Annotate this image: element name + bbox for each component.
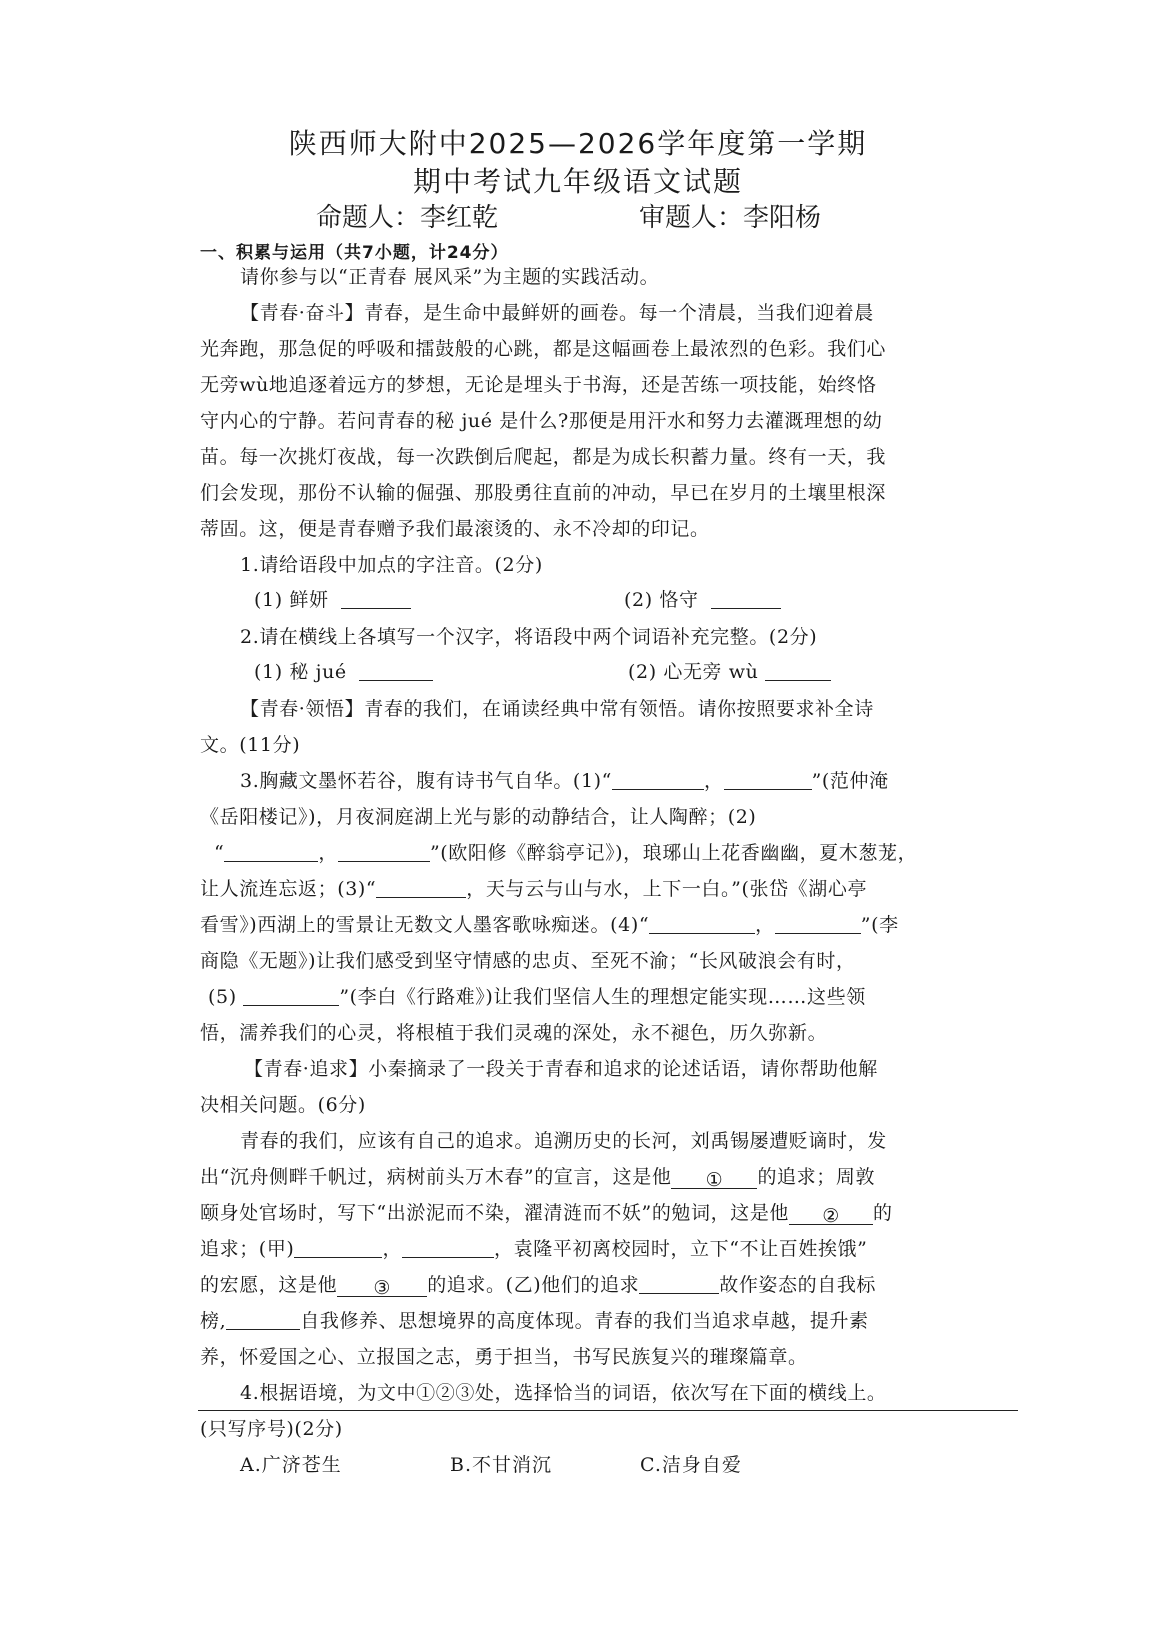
answer-blank[interactable] [711, 589, 781, 609]
text-run: (5) [208, 986, 237, 1008]
question-2-part-b [628, 657, 831, 684]
text-run: 榜, [200, 1310, 227, 1332]
question-3-line [200, 874, 867, 901]
question-label: (2) 恪守 [624, 589, 699, 611]
answer-blank-jia-1[interactable] [294, 1238, 382, 1258]
passage-line: 苗。每一次挑灯夜战，每一次跌倒后爬起，都是为成长积蓄力量。终有一天，我 [200, 446, 887, 468]
passage-line: 无旁wù地追逐着远方的梦想，无论是埋头于书海，还是苦练一项技能，始终恪 [200, 374, 877, 396]
question-3-line [200, 910, 899, 937]
answer-blank[interactable] [243, 986, 339, 1006]
text-run: ，天与云与山与水，上下一白。”(张岱《湖心亭 [466, 878, 868, 900]
section-intro: 请你参与以“正青春 展风采”为主题的实践活动。 [240, 266, 660, 288]
passage-line: 【青春·奋斗】青春，是生命中最鲜妍的画卷。每一个清晨，当我们迎着晨 [240, 302, 874, 324]
text-run: 的追求。(乙)他们的追求 [427, 1274, 640, 1296]
question-3-line [208, 982, 866, 1009]
answer-blank[interactable] [224, 842, 318, 862]
text-run: 3.胸藏文墨怀若谷，腹有诗书气自华。(1)“ [240, 770, 612, 792]
answer-blank[interactable] [649, 914, 755, 934]
text-run: 的宏愿，这是他 [200, 1274, 338, 1296]
text-run: ”(李 [860, 914, 899, 936]
passage-line: 【青春·追求】小秦摘录了一段关于青春和追求的论述话语，请你帮助他解 [244, 1058, 878, 1080]
blank-marker: ① [705, 1169, 724, 1191]
exam-title-line2: 期中考试九年级语文试题 [412, 165, 743, 198]
text-run: ， [755, 914, 775, 936]
answer-blank[interactable] [376, 878, 466, 898]
answer-blank-yi-2[interactable] [226, 1310, 300, 1330]
text-run: 颐身处官场时，写下“出淤泥而不染，濯清涟而不妖”的勉词，这是他 [200, 1202, 790, 1224]
text-run: 自我修养、思想境界的高度体现。青春的我们当追求卓越，提升素 [300, 1310, 869, 1332]
answer-blank[interactable] [775, 914, 861, 934]
text-run: 追求；(甲) [200, 1238, 295, 1260]
blank-marker: ③ [373, 1277, 392, 1299]
question-3-line: 悟，濡养我们的心灵，将根植于我们灵魂的深处，永不褪色，历久弥新。 [200, 1022, 828, 1044]
question-2-part-a [254, 657, 433, 684]
text-run: “ [214, 842, 225, 864]
text-run: 的追求；周敦 [757, 1166, 876, 1188]
text-run: 的 [873, 1202, 893, 1224]
option-c: C.洁身自爱 [640, 1454, 742, 1476]
question-1-part-a [254, 585, 411, 612]
question-label: (2) 心无旁 wù [628, 661, 759, 683]
option-b: B.不甘消沉 [450, 1454, 553, 1476]
answer-blank[interactable] [359, 661, 433, 681]
question-1-part-b [624, 585, 781, 612]
passage-line: 决相关问题。(6分) [200, 1094, 366, 1116]
answer-blank-2[interactable] [789, 1205, 873, 1225]
text-run: ”(李白《行路难》)让我们坚信人生的理想定能实现……这些领 [339, 986, 866, 1008]
question-2-stem: 2.请在横线上各填写一个汉字，将语段中两个词语补充完整。(2分) [240, 626, 818, 648]
answer-blank-1[interactable] [671, 1169, 757, 1189]
footer-divider [198, 1410, 1018, 1411]
passage-line [200, 1162, 875, 1189]
text-run: ， [703, 770, 724, 792]
passage-line: 们会发现，那份不认输的倔强、那股勇往直前的冲动，早已在岁月的土壤里根深 [200, 482, 887, 504]
text-run: 出“沉舟侧畔千帆过，病树前头万木春”的宣言，这是他 [200, 1166, 672, 1188]
exam-title-line1: 陕西师大附中2025—2026学年度第一学期 [288, 127, 868, 160]
passage-line: 文。(11分) [200, 734, 301, 756]
option-a: A.广济苍生 [240, 1454, 342, 1476]
question-3-line: 《岳阳楼记》)，月夜洞庭湖上光与影的动静结合，让人陶醉；(2) [200, 806, 757, 828]
text-run: 故作姿态的自我标 [719, 1274, 877, 1296]
answer-blank[interactable] [765, 661, 831, 681]
answer-blank-jia-2[interactable] [402, 1238, 494, 1258]
passage-line [200, 1234, 867, 1261]
answer-blank[interactable] [338, 842, 430, 862]
answer-blank-3[interactable] [337, 1277, 427, 1297]
passage-line [200, 1270, 876, 1297]
question-label: (1) 秘 jué [254, 661, 347, 683]
answer-blank[interactable] [612, 770, 704, 790]
text-run: 让人流连忘返；(3)“ [200, 878, 377, 900]
question-label: (1) 鲜妍 [254, 589, 329, 611]
text-run: ”(欧阳修《醉翁亭记》)，琅琊山上花香幽幽，夏木葱茏， [429, 842, 918, 864]
reviewer-name: 审题人：李阳杨 [639, 203, 822, 233]
passage-line [200, 1306, 869, 1333]
passage-line: 守内心的宁静。若问青春的秘 jué 是什么?那便是用汗水和努力去灌溉理想的幼 [200, 410, 883, 432]
text-run: 看雪》)西湖上的雪景让无数文人墨客歌咏痴迷。(4)“ [200, 914, 650, 936]
question-3-line [214, 838, 917, 865]
passage-line: 青春的我们，应该有自己的追求。追溯历史的长河，刘禹锡屡遭贬谪时，发 [240, 1130, 887, 1152]
blank-marker: ② [822, 1205, 840, 1227]
question-3-line: 商隐《无题》)让我们感受到坚守情感的忠贞、至死不渝；“长风破浪会有时， [200, 950, 856, 972]
text-run: ，袁隆平初离校园时，立下“不让百姓挨饿” [494, 1238, 868, 1260]
text-run: ， [382, 1238, 403, 1260]
text-run: ”(范仲淹 [811, 770, 889, 792]
section-heading: 一、积累与运用（共7小题，计24分） [200, 243, 509, 263]
answer-blank[interactable] [341, 589, 411, 609]
passage-line: 养，怀爱国之心、立报国之志，勇于担当，书写民族复兴的璀璨篇章。 [200, 1346, 808, 1368]
question-4-note: (只写序号)(2分) [200, 1418, 343, 1440]
passage-line: 【青春·领悟】青春的我们，在诵读经典中常有领悟。请你按照要求补全诗 [240, 698, 874, 720]
passage-line: 蒂固。这，便是青春赠予我们最滚烫的、永不冷却的印记。 [200, 518, 710, 540]
answer-blank[interactable] [724, 770, 812, 790]
answer-blank-yi-1[interactable] [639, 1274, 719, 1294]
passage-line: 光奔跑，那急促的呼吸和擂鼓般的心跳，都是这幅画卷上最浓烈的色彩。我们心 [200, 338, 887, 360]
question-3-line [240, 766, 889, 793]
text-run: ， [318, 842, 338, 864]
authors-line [316, 197, 822, 234]
question-4-stem: 4.根据语境，为文中①②③处，选择恰当的词语，依次写在下面的横线上。 [240, 1382, 887, 1404]
passage-line [200, 1198, 893, 1225]
question-1-stem: 1.请给语段中加点的字注音。(2分) [240, 554, 543, 576]
setter-name: 命题人：李红乾 [316, 203, 499, 233]
